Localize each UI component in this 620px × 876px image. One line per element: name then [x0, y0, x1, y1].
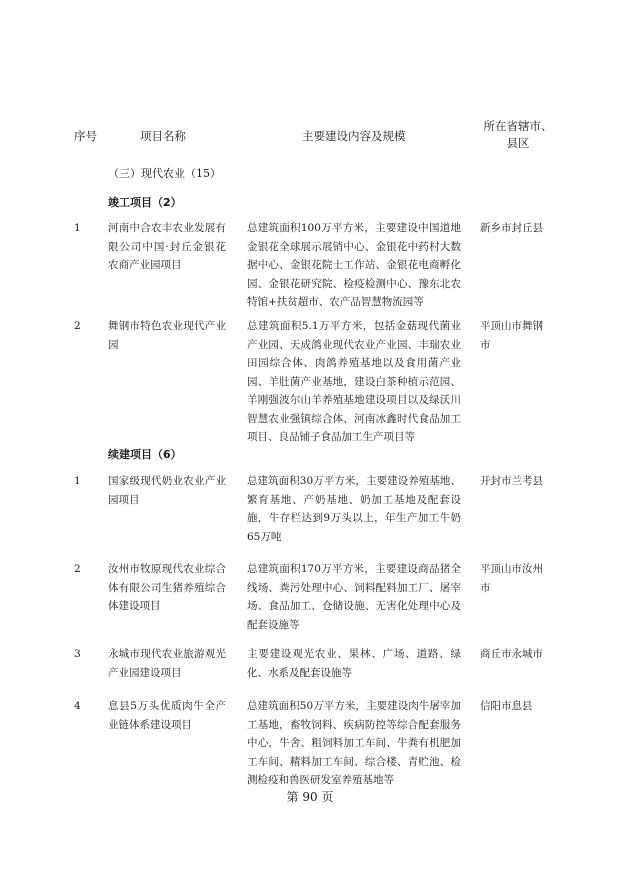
- row-project-name: 舞钢市特色农业现代产业园: [108, 320, 226, 351]
- row-location: 商丘市永城市: [480, 648, 543, 660]
- subsection-completed-title: 竣工项目（2）: [108, 196, 182, 209]
- header-location: 所在省辖市、县区: [483, 119, 553, 150]
- row-number: 4: [74, 700, 81, 712]
- row-content: 总建筑面积170万平方米，主要建设商品猪全线场、粪污处理中心、饲料配料加工厂、屠宰场、食品加工、仓储设施、无害化处理中心及配套设施等: [247, 563, 461, 631]
- row-number: 1: [74, 475, 81, 487]
- row-number: 1: [74, 222, 81, 234]
- row-content: 总建筑面积30万平方米，主要建设养殖基地、繁育基地、产奶基地、奶加工基地及配套设施，牛存栏达到9万头以上，年生产加工牛奶65万吨: [247, 475, 461, 543]
- header-seq: 序号: [74, 129, 97, 143]
- row-location: 开封市兰考县: [480, 475, 543, 487]
- section-title: （三）现代农业（15）: [108, 167, 221, 180]
- row-location: 平顶山市汝州市: [480, 563, 543, 594]
- header-project-name: 项目名称: [140, 129, 186, 143]
- row-number: 2: [74, 320, 81, 332]
- row-project-name: 汝州市牧原现代农业综合体有限公司生猪养殖综合体建设项目: [108, 563, 226, 612]
- header-content: 主要建设内容及规模: [302, 129, 406, 143]
- row-content: 总建筑面积100万平方米，主要建设中国道地金银花全球展示展销中心、金银花中药村大数据中心、金银花院士工作站、金银花电商孵化园、金银花研究院、检疫检测中心、豫东北农特馆+扶贫超市、农产品智慧物流园等: [247, 222, 461, 308]
- row-project-name: 息县5万头优质肉牛全产业链体系建设项目: [108, 700, 226, 731]
- page-number: 第 90 页: [286, 790, 334, 804]
- row-content: 主要建设观光农业、果林、广场、道路、绿化、水系及配套设施等: [247, 648, 461, 679]
- row-project-name: 永城市现代农业旅游观光产业园建设项目: [108, 648, 226, 679]
- row-location: 新乡市封丘县: [480, 222, 543, 234]
- row-location: 平顶山市舞钢市: [480, 320, 543, 351]
- row-number: 2: [74, 563, 81, 575]
- row-location: 信阳市息县: [480, 700, 533, 712]
- subsection-continued-title: 续建项目（6）: [108, 448, 182, 461]
- row-content: 总建筑面积5.1万平方米，包括金菇现代菌业产业园、天成鸽业现代农业产业园、丰瑞农业田园综合体、肉鸽养殖基地以及食用菌产业园、羊肚菌产业基地，建设白茶种植示范园、羊刚强波尔山羊养殖基地建设项目以及绿沃川智慧农业强镇综合体、河南冰鑫时代食品加工项目、良品铺子食品加工生产项目等: [247, 320, 461, 443]
- row-project-name: 国家级现代奶业农业产业园项目: [108, 475, 226, 506]
- row-project-name: 河南中合农丰农业发展有限公司中国·封丘金银花农商产业园项目: [108, 222, 226, 271]
- row-content: 总建筑面积50万平方米，主要建设肉牛屠宰加工基地，畜牧饲料、疾病防控等综合配套服务中心，牛舍、粗饲料加工车间、牛粪有机肥加工车间、精料加工车间、综合楼、青贮池、检测检疫和兽医研发室养殖基地等: [247, 700, 461, 786]
- row-number: 3: [74, 648, 81, 660]
